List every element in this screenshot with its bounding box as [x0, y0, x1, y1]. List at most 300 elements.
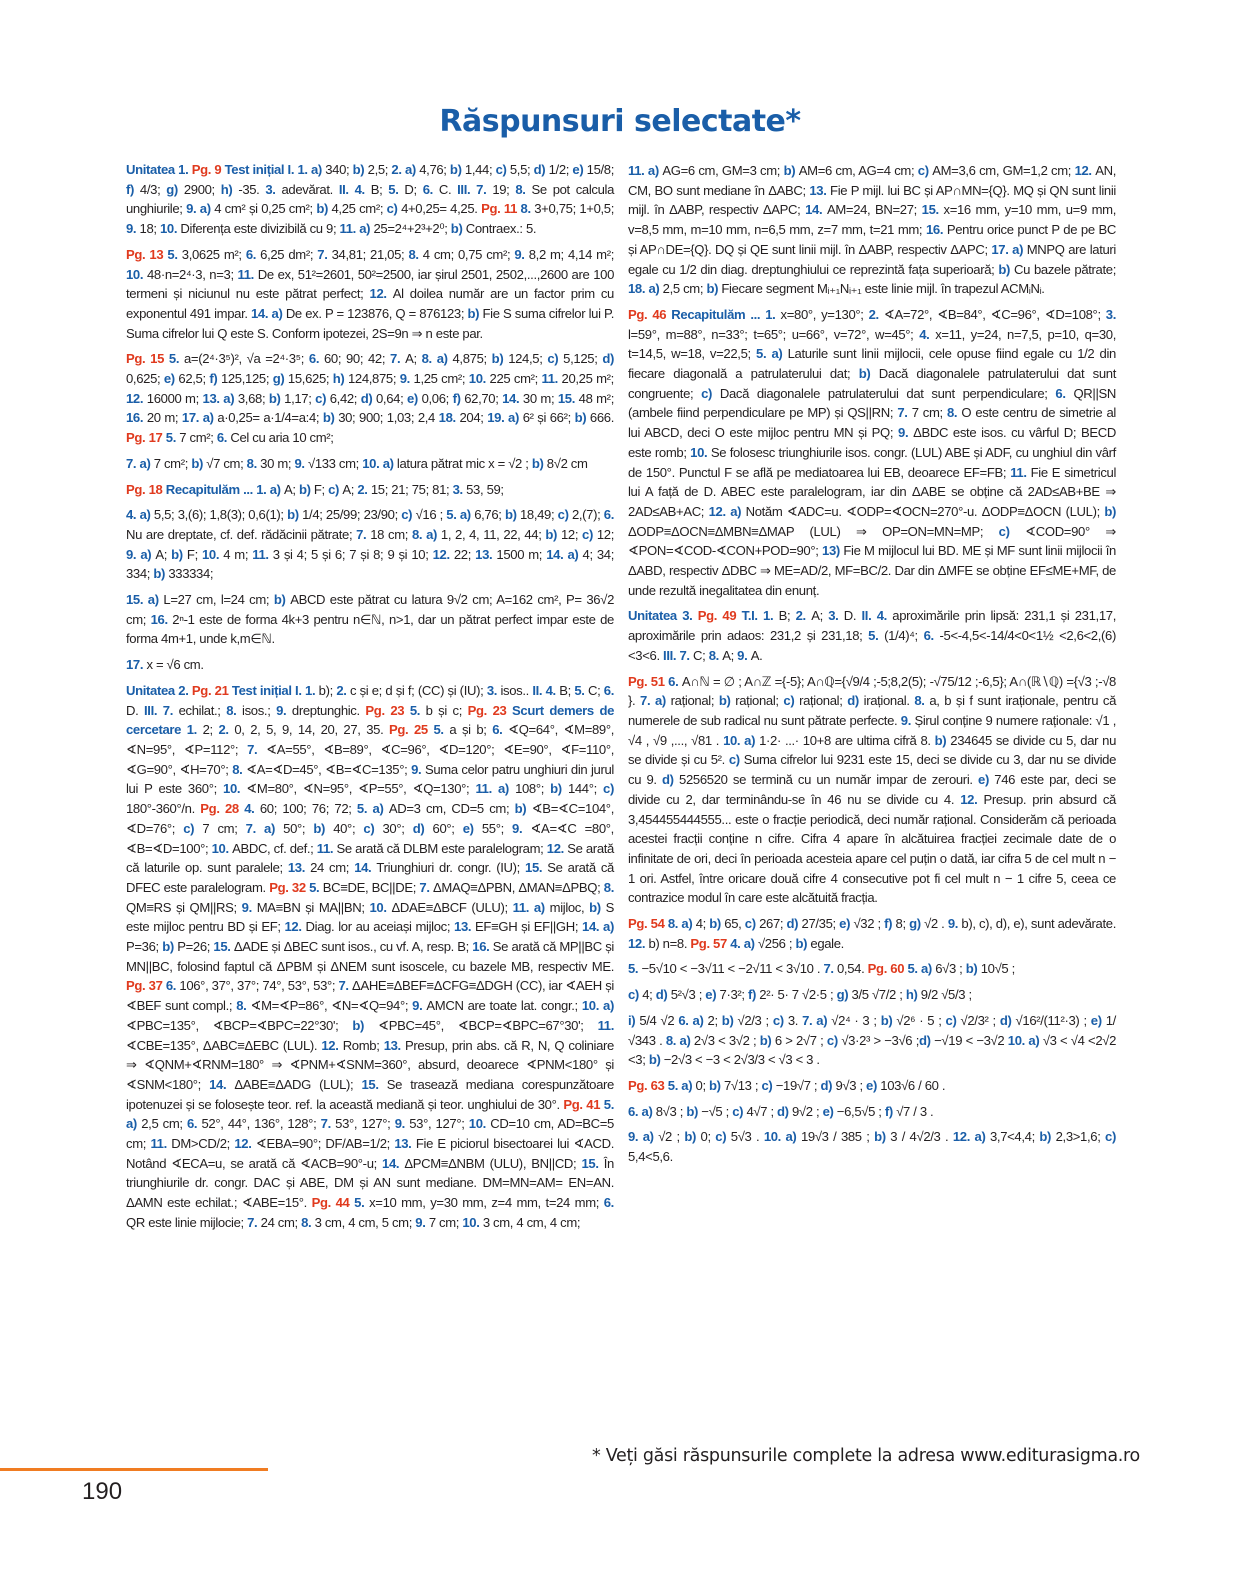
- answer-paragraph: [126, 245, 614, 344]
- exercise-label: 5. a): [667, 1077, 696, 1093]
- answer-text: 225 cm²;: [489, 371, 542, 387]
- exercise-label: b): [574, 410, 590, 426]
- answer-text: 2,5;: [367, 162, 392, 177]
- page-ref: Pg. 60: [867, 961, 908, 977]
- exercise-label: 3.: [265, 181, 282, 197]
- exercise-label: b): [322, 410, 339, 426]
- exercise-label: 11. a): [475, 781, 516, 797]
- page-ref: Pg. 63: [628, 1077, 668, 1093]
- answer-text: √2/3² ;: [960, 1012, 1000, 1028]
- page-ref: Pg. 13: [126, 246, 168, 262]
- answer-text: 40°;: [333, 820, 364, 836]
- answer-text: 16000 m;: [146, 390, 203, 406]
- answer-paragraph: [628, 959, 1116, 979]
- exercise-label: 8. a): [411, 526, 441, 542]
- answer-text: b și c;: [425, 702, 468, 718]
- exercise-label: c): [547, 351, 564, 367]
- answer-text: ∢B=∢C=104°, ∢D=76°;: [126, 801, 614, 836]
- exercise-label: 11. a): [512, 899, 550, 915]
- exercise-label: b): [191, 455, 207, 471]
- exercise-label: 5.: [388, 181, 405, 197]
- exercise-label: 10. a): [581, 998, 614, 1014]
- answer-text: 6,42;: [329, 390, 361, 406]
- exercise-label: 6.: [603, 682, 615, 698]
- answer-text: −2√3 < −3 < 2√3/3 < √3 < 3 .: [663, 1052, 820, 1068]
- exercise-label: 8. a): [667, 916, 696, 932]
- answer-text: A.: [750, 647, 763, 663]
- exercise-label: 5. a): [907, 961, 936, 977]
- answer-text: S este mijloc pentru BD și EF;: [126, 899, 614, 935]
- answer-text: √16 ;: [415, 507, 447, 523]
- answer-text: c și e; d și f; (CC) și (IU);: [349, 682, 487, 698]
- exercise-label: 2.: [218, 722, 235, 738]
- exercise-label: 12.: [126, 390, 147, 406]
- exercise-label: c): [772, 1012, 788, 1028]
- answer-text: Triunghiuri dr. congr. (IU);: [376, 860, 526, 876]
- exercise-label: d): [999, 1012, 1016, 1028]
- answer-paragraph: [628, 1127, 1116, 1166]
- exercise-label: b): [783, 163, 799, 178]
- exercise-label: 8.: [232, 761, 247, 777]
- exercise-label: 9.: [394, 1116, 410, 1132]
- exercise-label: 17. a): [991, 241, 1027, 257]
- exercise-label: 4.: [244, 801, 260, 817]
- exercise-label: b): [514, 801, 532, 817]
- answer-text: 15/8;: [586, 162, 615, 177]
- exercise-label: 5. a): [446, 507, 475, 523]
- exercise-label: 3.: [486, 682, 501, 698]
- answer-text: 0;: [700, 1129, 716, 1145]
- exercise-label: 11.: [252, 546, 273, 562]
- answer-text: 5,5;: [509, 162, 534, 177]
- exercise-label: c): [328, 481, 343, 497]
- answer-text: Suma cifrelor lui 9231 este 15, deci se divide cu 3, dar nu se divide cu 9.: [628, 752, 1116, 788]
- exercise-label: 6.: [216, 430, 231, 446]
- exercise-label: 10.: [159, 221, 181, 237]
- answer-paragraph: [126, 160, 614, 239]
- exercise-label: 16.: [472, 939, 493, 955]
- exercise-label: 9. a): [126, 546, 156, 562]
- exercise-label: g): [166, 181, 184, 197]
- answer-text: 30 m;: [522, 390, 558, 406]
- exercise-label: 9.: [126, 221, 140, 237]
- answer-text: latura pătrat mic x = √2 ;: [396, 455, 532, 471]
- exercise-label: 12.: [546, 840, 568, 856]
- answer-text: isos.;: [242, 702, 277, 718]
- answer-text: DM>CD/2;: [171, 1136, 235, 1152]
- answer-text: F;: [313, 481, 329, 497]
- answer-text: AD=3 cm, CD=5 cm;: [388, 801, 515, 817]
- answer-text: Fie E piciorul bisectoarei lui ∢ACD. Notând ∢ECA=u, se arată că ∢ACB=90°-u;: [126, 1136, 615, 1171]
- exercise-label: d): [786, 916, 802, 932]
- answer-text: x=10 mm, y=30 mm, z=4 mm, t=24 mm;: [369, 1195, 604, 1211]
- answer-text: Se folosesc triunghiurile isos. congr. (LUL) ABE și ADF, cu unghiul din vârf de 150°. Punctul F se află pe mediatoarea lui EB, deoarece EF=FB;: [628, 444, 1116, 480]
- exercise-label: 10. a): [1007, 1032, 1043, 1048]
- exercise-label: b): [450, 221, 466, 237]
- exercise-label: 4. a): [730, 935, 758, 951]
- answer-text: D.: [126, 702, 144, 718]
- answer-text: rațional;: [735, 693, 784, 709]
- exercise-label: 15.: [581, 1155, 604, 1171]
- exercise-label: b): [171, 546, 187, 562]
- exercise-label: 6.: [165, 978, 180, 994]
- answer-text: 3,68;: [237, 390, 269, 406]
- exercise-label: 14.: [382, 1155, 405, 1171]
- exercise-label: 14. a): [251, 305, 286, 321]
- answer-text: x=11, y=24, n=7,5, p=10, q=30, t=14,5, w=18, v=22,5;: [628, 326, 1116, 362]
- answer-text: 2,5 cm;: [662, 281, 707, 297]
- answer-text: AMCN are toate lat. congr.;: [426, 998, 582, 1014]
- page-ref: Pg. 21: [191, 682, 232, 698]
- page-ref: Pg. 23: [467, 702, 513, 718]
- exercise-label: 6.: [422, 181, 439, 197]
- page-ref: Pg. 28: [200, 801, 245, 817]
- answer-text: 48·n=2⁴·3, n=3;: [146, 266, 238, 282]
- answer-text: Notăm ∢ADC=u. ∢ODP=∢OCN=270°-u. ΔODP≡ΔOCN (LUL);: [745, 503, 1105, 519]
- exercise-label: e): [822, 1103, 837, 1119]
- exercise-label: e): [866, 1077, 881, 1093]
- exercise-label: 8.: [236, 998, 251, 1014]
- answer-text: AM=3,6 cm, GM=1,2 cm;: [932, 163, 1075, 178]
- answer-text: √2⁴ · 3 ;: [831, 1012, 881, 1028]
- exercise-label: 13): [822, 543, 844, 559]
- exercise-label: h): [332, 371, 348, 387]
- exercise-label: b): [874, 1129, 891, 1145]
- answer-text: Fie S suma cifrelor lui P. Suma cifrelor lui Q este S. Conform ipotezei, 2S=9n ⇒ n este par.: [126, 305, 614, 341]
- answer-text: Diferența este divizibilă cu 9;: [180, 221, 340, 237]
- exercise-label: c): [582, 526, 597, 542]
- answer-text: 18 cm;: [370, 526, 412, 542]
- answer-text: 18;: [139, 221, 160, 237]
- exercise-label: 15.: [921, 202, 944, 218]
- answer-text: √2⁶ · 5 ;: [896, 1012, 946, 1028]
- exercise-label: 12.: [960, 791, 984, 807]
- answer-text: 6,76;: [474, 507, 505, 523]
- exercise-label: 6.: [603, 507, 615, 523]
- exercise-label: 12. a): [708, 503, 746, 519]
- exercise-label: 14.: [805, 202, 827, 218]
- answer-text: 4;: [642, 987, 656, 1003]
- answer-text: 20,25 m²;: [561, 371, 614, 387]
- answer-text: D;: [404, 181, 423, 197]
- exercise-label: 8.: [520, 201, 535, 217]
- exercise-label: 6.: [492, 722, 509, 738]
- exercise-label: 7.: [317, 246, 332, 262]
- exercise-label: 4.: [919, 326, 936, 342]
- exercise-label: 14.: [354, 860, 377, 876]
- exercise-label: 7.: [320, 1116, 336, 1132]
- exercise-label: 10. a): [763, 1129, 801, 1145]
- answer-text: P=26;: [177, 939, 214, 955]
- answer-text: AM=24, BN=27;: [826, 202, 922, 218]
- answer-text: O este centru de simetrie al lui ABCD, deci O este mijloc pentru MN și PQ;: [628, 405, 1116, 441]
- exercise-label: 3.: [452, 481, 467, 497]
- answer-text: AM=6 cm, AG=4 cm;: [798, 163, 918, 178]
- answer-text: Nu are dreptate, cf. def. rădăcinii pătrate;: [126, 526, 357, 542]
- exercise-label: 8.: [515, 181, 532, 197]
- exercise-label: b): [273, 592, 291, 608]
- exercise-label: c): [557, 507, 572, 523]
- answer-text: 6 > 2√7 ;: [774, 1032, 827, 1048]
- exercise-label: 10. a): [362, 455, 397, 471]
- exercise-label: 6.: [245, 246, 261, 262]
- answer-text: mijloc,: [549, 899, 590, 915]
- answer-text: √2 .: [924, 916, 948, 932]
- exercise-label: e): [1090, 1012, 1106, 1028]
- answer-text: ΔDAE≡ΔBCF (ULU);: [391, 899, 513, 915]
- exercise-label: 10.: [369, 899, 392, 915]
- exercise-label: 5.: [167, 246, 182, 262]
- answer-text: Șirul conține 9 numere raționale: √1 , √4 , √9 ,..., √81 .: [628, 712, 1116, 748]
- answer-text: 4 m;: [223, 546, 253, 562]
- answer-paragraph: [628, 305, 1116, 601]
- exercise-label: 9. a): [186, 201, 215, 217]
- exercise-label: b): [858, 366, 879, 382]
- answer-text: 18,49;: [519, 507, 558, 523]
- answer-text: 3 / 4√2/3 .: [890, 1129, 953, 1145]
- exercise-label: 16.: [126, 410, 147, 426]
- answer-text: B;: [370, 181, 389, 197]
- exercise-label: 2.: [336, 682, 350, 698]
- page-number: 190: [82, 1478, 123, 1505]
- exercise-label: b): [706, 281, 722, 297]
- exercise-label: 6.: [1055, 385, 1074, 401]
- exercise-label: III. 7.: [663, 647, 693, 663]
- answer-text: 8;: [895, 916, 910, 932]
- exercise-label: b): [1104, 503, 1117, 519]
- answer-text: 340;: [325, 162, 353, 177]
- exercise-label: g): [272, 371, 288, 387]
- exercise-label: 1.: [186, 722, 203, 738]
- answer-text: 53°, 127°;: [335, 1116, 395, 1132]
- answer-text: 3 cm, 4 cm, 5 cm;: [314, 1214, 416, 1230]
- answer-text: x=16 mm, y=10 mm, u=9 mm, v=8,5 mm, m=10 mm, n=6,5 mm, z=7 mm, t=21 mm;: [628, 202, 1116, 238]
- exercise-label: b): [298, 481, 314, 497]
- exercise-label: 6.: [308, 351, 324, 367]
- exercise-label: b): [721, 1012, 738, 1028]
- exercise-label: e): [462, 820, 482, 836]
- answer-text: √3 < √4 <2√2 <3;: [628, 1032, 1117, 1068]
- answer-text: dreptunghic.: [291, 702, 366, 718]
- answer-text: 20 m;: [146, 410, 182, 426]
- answer-text: isos..: [500, 682, 533, 698]
- answer-text: rațional;: [670, 693, 719, 709]
- exercise-label: b): [934, 732, 951, 748]
- exercise-label: 12. a): [952, 1129, 990, 1145]
- exercise-label: 11.: [597, 1017, 614, 1033]
- exercise-label: 8. a): [665, 1032, 694, 1048]
- exercise-label: 18.: [438, 410, 460, 426]
- exercise-label: 17. a): [181, 410, 218, 426]
- answer-text: 60; 100; 76; 72;: [259, 801, 357, 817]
- answer-text: Fiecare segment Mᵢ₊₁Nᵢ₊₁ este linie mijl. în trapezul ACMᵢNᵢ.: [721, 281, 1045, 297]
- answer-text: 27/35;: [801, 916, 840, 932]
- answer-text: 5√3 .: [730, 1129, 764, 1145]
- answer-paragraph: [126, 655, 614, 675]
- page-ref: Pg. 15: [126, 351, 169, 367]
- exercise-label: Unitatea 3.: [628, 608, 698, 624]
- answer-text: 5²√3 ;: [670, 987, 706, 1003]
- page-ref: Pg. 37: [126, 978, 166, 994]
- exercise-label: Unitatea 1.: [126, 162, 192, 177]
- answer-text: b) n=8.: [648, 935, 691, 951]
- exercise-label: c): [495, 162, 510, 177]
- answer-text: √7 / 3 .: [896, 1103, 934, 1119]
- exercise-label: b): [1039, 1129, 1056, 1145]
- exercise-label: 9.: [737, 647, 751, 663]
- exercise-label: 4. a): [126, 507, 154, 523]
- exercise-label: c): [761, 1077, 776, 1093]
- exercise-label: 12.: [432, 546, 454, 562]
- answer-text: ABDC, cf. def.;: [232, 840, 317, 856]
- exercise-label: 12.: [628, 935, 649, 951]
- exercise-label: 11.: [541, 371, 562, 387]
- exercise-label: 9.: [415, 1214, 429, 1230]
- answer-text: 0,625;: [126, 371, 164, 387]
- answer-text: 7 cm;: [202, 820, 246, 836]
- exercise-label: f): [452, 390, 465, 406]
- answer-text: 7 cm²;: [153, 455, 192, 471]
- exercise-label: f): [884, 1103, 897, 1119]
- exercise-label: 8.: [946, 405, 962, 421]
- page-ref: Pg. 41: [563, 1096, 604, 1112]
- answer-text: 2;: [707, 1012, 722, 1028]
- exercise-label: T.I. 1.: [741, 608, 779, 624]
- answer-text: 9/2 √5/3 ;: [920, 987, 972, 1003]
- answer-text: 1/4; 25/99; 23/90;: [302, 507, 402, 523]
- exercise-label: 2.: [357, 481, 371, 497]
- exercise-label: d): [662, 772, 680, 788]
- exercise-label: 9.: [512, 820, 531, 836]
- answer-paragraph: [628, 1076, 1116, 1096]
- answer-text: 0;: [695, 1077, 710, 1093]
- answer-text: 4 cm; 0,75 cm²;: [422, 246, 515, 262]
- answer-text: 8√2 cm: [546, 455, 588, 471]
- exercise-label: c): [315, 390, 330, 406]
- answer-text: 125,125;: [220, 371, 273, 387]
- answer-text: Se arată că laturile op. sunt paralele;: [126, 840, 614, 876]
- answer-text: 666.: [589, 410, 615, 426]
- answer-text: ∢Q=64°, ∢M=89°, ∢N=95°, ∢P=112°;: [126, 722, 615, 757]
- exercise-label: 1. a): [256, 481, 284, 497]
- answer-text: 12;: [560, 526, 583, 542]
- answer-text: 3/5 √7/2 ;: [851, 987, 906, 1003]
- answer-text: √16²/(11²·3) ;: [1015, 1012, 1091, 1028]
- answer-text: 2,(7);: [571, 507, 604, 523]
- exercise-label: c): [783, 693, 800, 709]
- answer-text: irațional.: [863, 693, 915, 709]
- exercise-label: 9.: [294, 455, 308, 471]
- answer-text: C;: [693, 647, 709, 663]
- answer-text: 333334;: [168, 566, 214, 582]
- answer-text: 15,625;: [287, 371, 333, 387]
- exercise-label: 10.: [223, 781, 247, 797]
- exercise-label: 5. a): [756, 346, 788, 362]
- answer-text: (1/4)⁴;: [884, 628, 924, 644]
- answer-text: 53, 59;: [466, 481, 504, 497]
- answer-text: CD=10 cm, AD=BC=5 cm;: [126, 1116, 614, 1152]
- exercise-label: 16.: [925, 222, 947, 238]
- answer-text: QR||SN (ambele fiind perpendiculare pe MP) și QS||RN;: [628, 385, 1116, 421]
- answer-text: 2,5 cm;: [141, 1116, 187, 1132]
- answer-text: Se arată că DLBM este paralelogram;: [336, 840, 547, 856]
- exercise-label: c): [628, 987, 643, 1003]
- exercise-label: 12.: [1074, 163, 1096, 178]
- answer-text: 7·3²;: [719, 987, 748, 1003]
- answer-text: ∢M=∢P=86°, ∢N=∢Q=94°;: [250, 998, 413, 1014]
- answer-text: 1/√343 .: [628, 1012, 1116, 1048]
- answer-paragraph: [126, 505, 614, 584]
- answer-text: 1,44;: [464, 162, 496, 177]
- answer-text: L=27 cm, l=24 cm;: [163, 592, 274, 608]
- answer-text: Al doilea număr are un factor prim cu exponentul 491 impar.: [126, 286, 614, 321]
- answer-text: adevărat.: [281, 181, 339, 197]
- answer-paragraph: [126, 454, 614, 474]
- answer-text: 8,2 m; 4,14 m²;: [528, 246, 615, 262]
- page-ref: Pg. 44: [311, 1195, 355, 1211]
- exercise-label: 13.: [394, 1136, 416, 1152]
- answers-left-column: [126, 160, 614, 1233]
- exercise-label: 6.: [187, 1116, 202, 1132]
- exercise-label: c): [715, 1129, 731, 1145]
- answer-text: C.: [438, 181, 458, 197]
- exercise-label: 7.: [897, 405, 912, 421]
- exercise-label: 15. a): [126, 592, 164, 608]
- answer-text: A;: [342, 481, 358, 497]
- exercise-label: 2. a): [391, 162, 420, 177]
- answer-text: −19√7 ;: [775, 1077, 821, 1093]
- exercise-label: Test inițial: [231, 682, 296, 698]
- exercise-label: b): [316, 201, 332, 217]
- exercise-label: 9.: [898, 425, 914, 441]
- answer-text: 62,70;: [464, 390, 503, 406]
- exercise-label: e): [163, 371, 179, 387]
- exercise-label: e): [572, 162, 587, 177]
- answer-text: b), c), d), e), sunt adevărate.: [961, 916, 1117, 932]
- answer-text: 2,3>1,6;: [1055, 1129, 1106, 1145]
- exercise-label: 7.: [390, 351, 406, 367]
- exercise-label: b): [718, 693, 736, 709]
- exercise-label: d): [602, 351, 615, 367]
- answer-text: Dacă diagonalele patrulaterului dat sunt congruente;: [628, 366, 1117, 401]
- exercise-label: 11. a): [628, 163, 663, 178]
- answer-text: 5,125;: [563, 351, 603, 367]
- answer-text: ∢A=55°, ∢B=89°, ∢C=96°, ∢D=120°; ∢E=90°, ∢F=110°, ∢G=90°, ∢H=70°;: [126, 741, 615, 777]
- page-ref: Pg. 32: [269, 879, 310, 895]
- answer-text: 1,17;: [284, 390, 316, 406]
- answer-text: √3·2³ > −3√6 ;: [841, 1032, 919, 1048]
- answers-right-column: [628, 161, 1116, 1167]
- answer-text: B;: [778, 608, 796, 624]
- exercise-label: 15.: [557, 390, 579, 406]
- answer-text: ∢M=80°, ∢N=95°, ∢P=55°, ∢Q=130°;: [246, 781, 476, 797]
- answer-text: 7√13 ;: [723, 1077, 762, 1093]
- answer-paragraph: [628, 985, 1116, 1005]
- exercise-label: 8.: [603, 879, 614, 895]
- answer-text: ΔBDC este isos. cu vârful D; BECD este romb;: [628, 425, 1116, 460]
- exercise-label: 5.: [574, 682, 588, 698]
- exercise-label: f): [747, 987, 760, 1003]
- answer-text: 4 cm² și 0,25 cm²;: [214, 201, 317, 217]
- exercise-label: 3.: [828, 608, 844, 624]
- exercise-label: 8.: [246, 455, 261, 471]
- page-ref: Pg. 49: [697, 608, 742, 624]
- exercise-label: 5. a): [126, 1096, 614, 1132]
- exercise-label: III. 7.: [457, 181, 493, 197]
- exercise-label: c): [363, 820, 383, 836]
- answer-text: 267;: [759, 916, 787, 932]
- exercise-label: g): [909, 916, 925, 932]
